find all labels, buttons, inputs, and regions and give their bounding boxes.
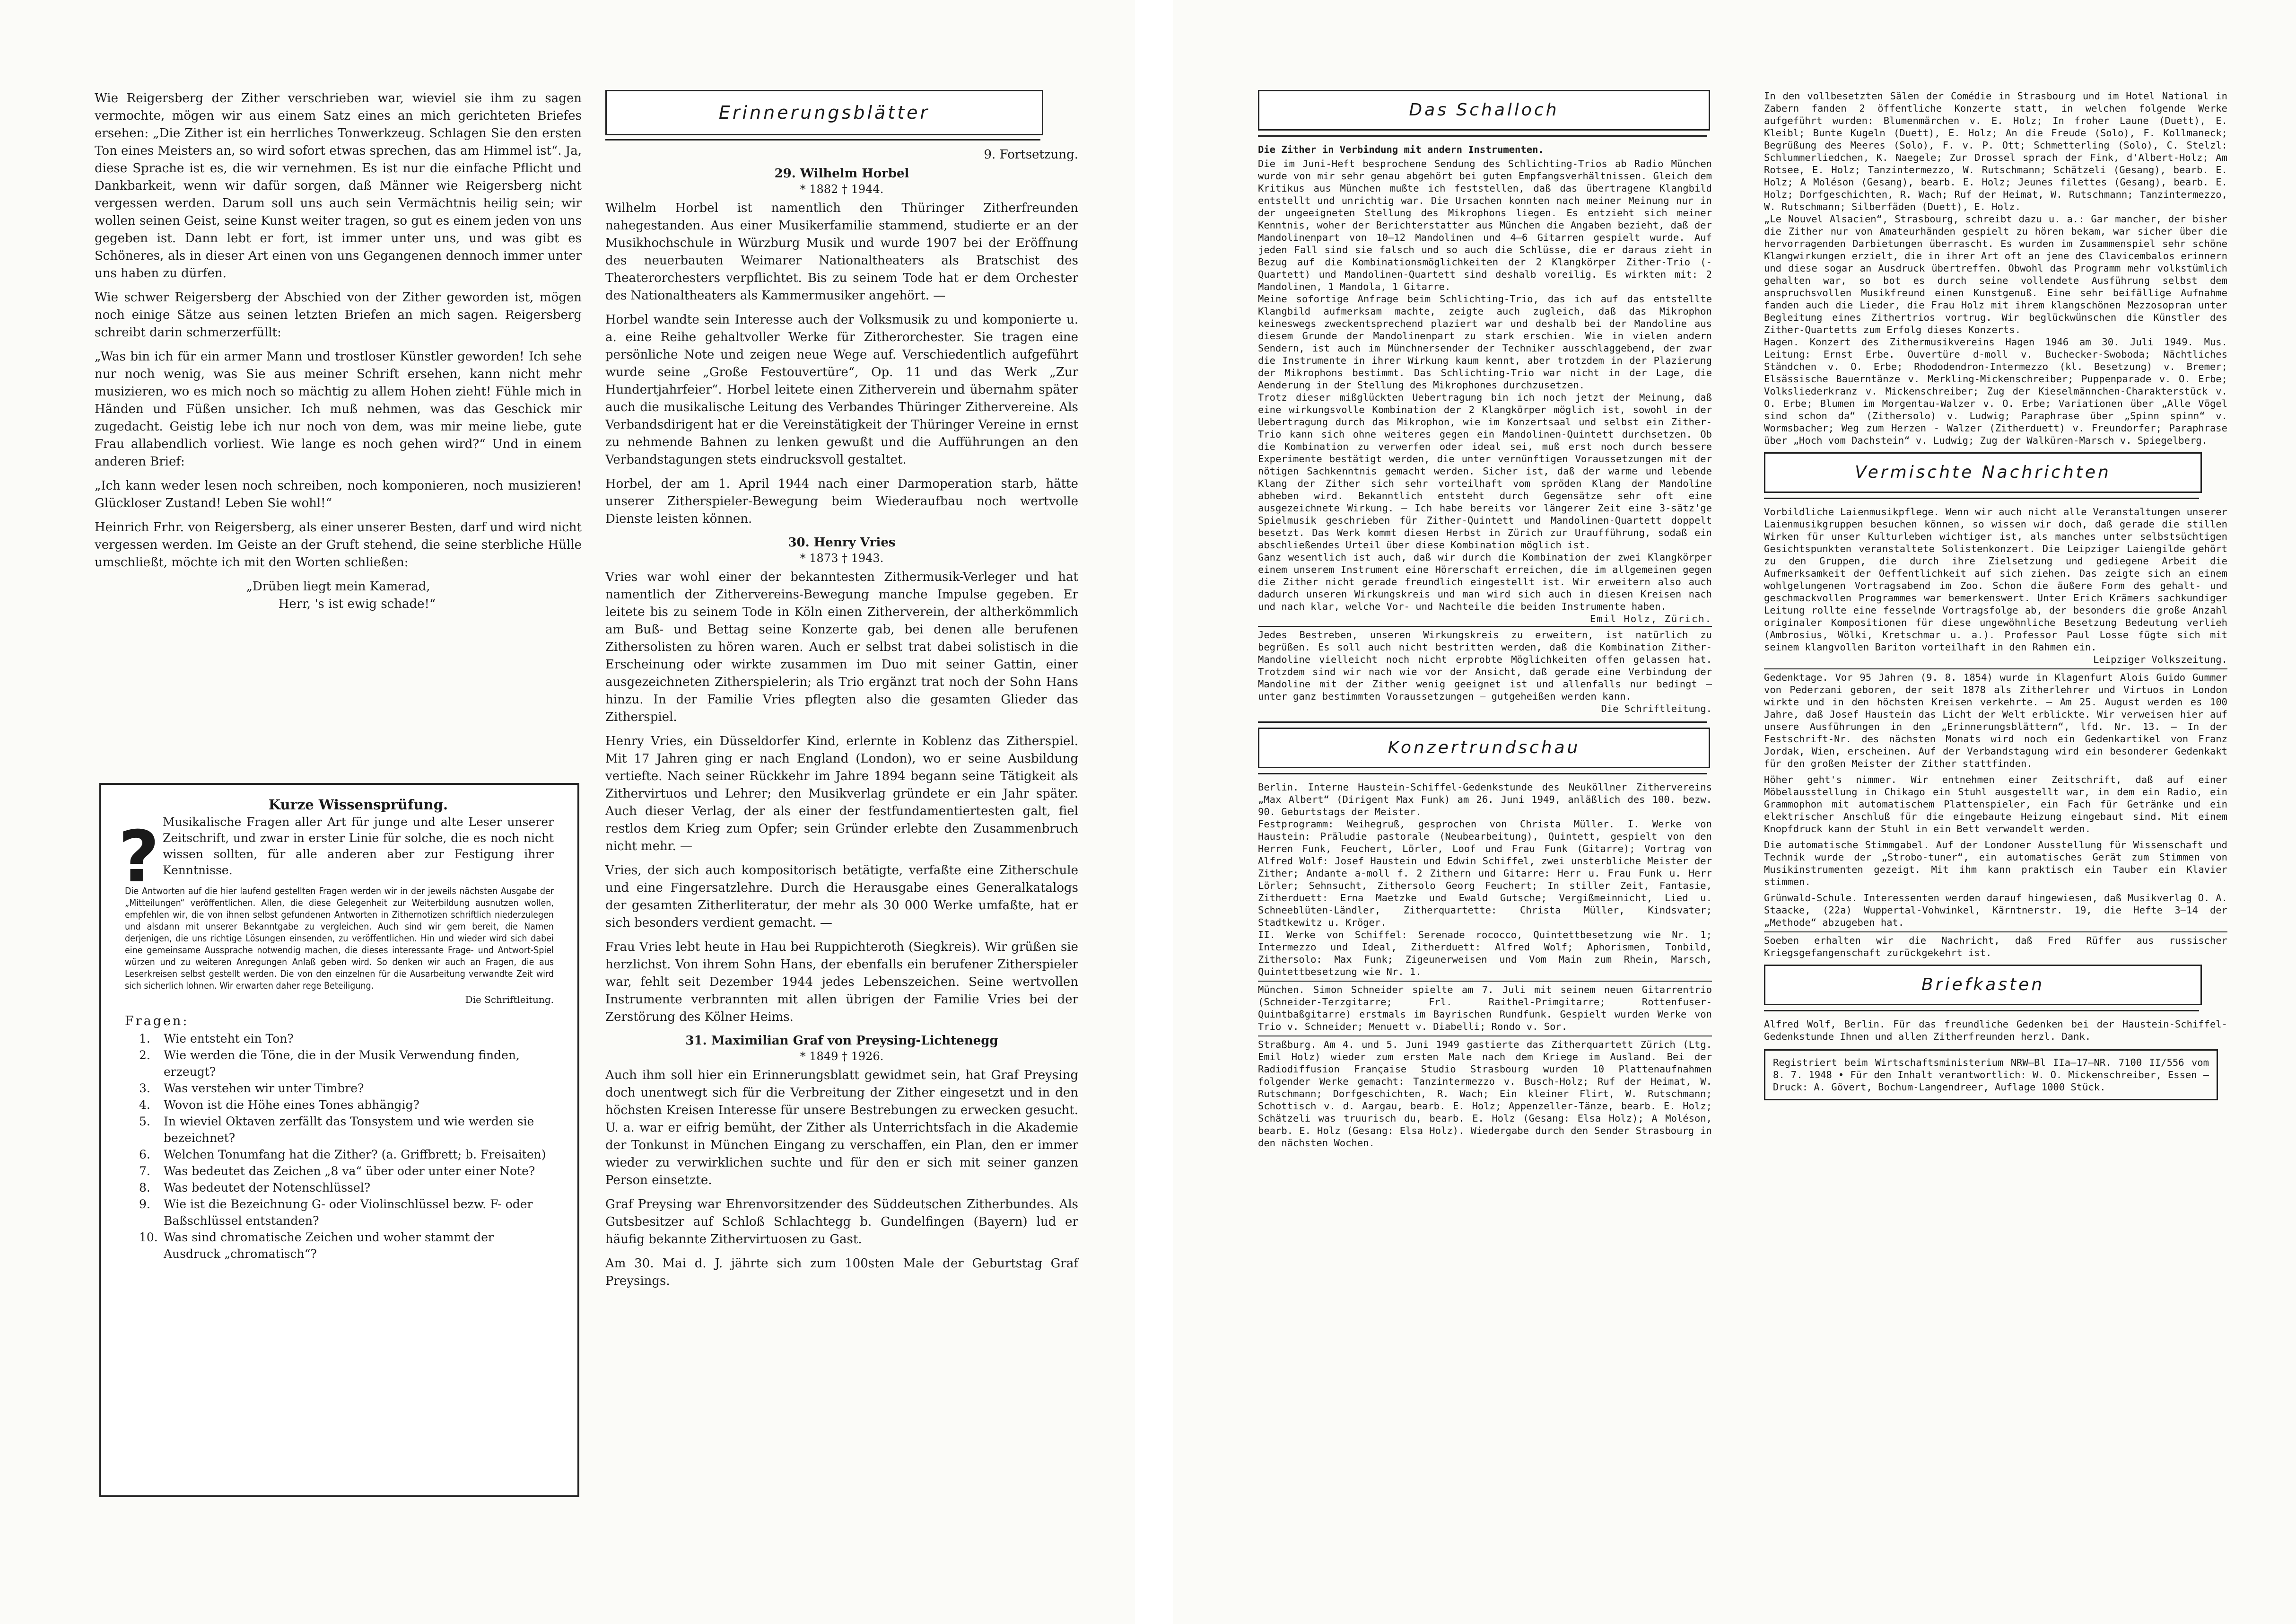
question-list: [125, 1030, 554, 1262]
divider: [1764, 931, 2227, 932]
paragraph: Höher geht's nimmer. Wir entnehmen einer Zeitschrift, daß auf einer Möbelausstellung in Chikago ein Stuhl ausgestellt war, in dem ein Radio, ein Grammophon mit automatischem Plattenspieler, ein Fach für Getränke und ein elektrischer Anschluß für die eingebaute Heizung eingebaut sind. Mit einem Knopfdruck kann der Stuhl in ein Bett verwandelt werden.: [1764, 774, 2227, 834]
paragraph: Hagen. Konzert des Zithermusikvereins Hagen 1946 am 30. Juli 1949. Mus. Leitung: Ernst Erbe. Ouvertüre d-moll v. Buchecker-Swoboda; Nächtliches Ständchen v. O. Erbe; Rhododendron-Intermezzo (kl. Besetzung) v. Bremer; Elsässische Bauerntänze v. Merkling-Mickenschreiber; Puppenparade v. O. Erbe; Volksliederkranz v. Mickenschreiber; Zug der Kieselmännchen-Charakterstück v. O. Erbe; Blumen im Morgentau-Walzer v. O. Erbe; Variationen über „Alle Vögel sind schon da“ (Zithersolo) v. Ludwig; Paraphrase über „Spinn spinn“ v. Wormsbacher; Weg zum Herzen - Walzer (Zitherduett) v. Freundorfer; Paraphrase über „Hoch vom Dachstein“ v. Ludwig; Zug der Walküren-Marsch v. Spiegelberg.: [1764, 336, 2227, 446]
page-gutter: [1135, 0, 1173, 1624]
imprint-text: Registriert beim Wirtschaftsministerium NRW—Bl IIa—17—NR. 7100 II/556 vom 8. 7. 1948 • Für den Inhalt verantwortlich: W. O. Mickenschreiber, Essen — Druck: A. Gövert, Bochum-Langendreer, Auflage 1000 Stück.: [1773, 1057, 2209, 1093]
entry-dates: * 1882 † 1944.: [800, 183, 884, 196]
paragraph: Am 30. Mai d. J. jährte sich zum 100sten Male der Geburtstag Graf Preysings.: [605, 1256, 1078, 1288]
right-page: [1173, 0, 2296, 1624]
paragraph: Festprogramm: Weihegruß, gesprochen von Christa Müller. I. Werke von Haustein: Präludie pastorale (Neubearbeitung), Quintett, gespielt von den Herren Funk, Feuchert, Lörler, Loof und Frau Funk (Gitarre); Vortrag von Alfred Wolf: Josef Haustein und Edwin Schiffel, zwei unsterbliche Meister der Zither; Andante a-moll f. 2 Zithern und Gitarre: Herr u. Frau Funk u. Herr Lörler; Sehnsucht, Zithersolo Georg Feuchert; In stiller Zeit, Fantasie, Zitherduett: Erna Maetzke und Ewald Gutsche; Vergißmeinnicht, Lied u. Schneeblüten-Ländler, Zitherquartette: Christa Müller, Kindsvater; Stadtkewitz u. Kröger.: [1258, 818, 1712, 928]
list-item: 9. Wie ist die Bezeichnung G- oder Violinschlüssel bezw. F- oder Baßschlüssel entstanden?: [139, 1197, 533, 1228]
paragraph: Gedenktage. Vor 95 Jahren (9. 8. 1854) wurde in Klagenfurt Alois Guido Gummer von Pederzani geboren, der seit 1878 als Zitherlehrer und Virtuos in London wirkte und in den höchsten Kreisen verkehrte. — Am 25. August werden es 100 Jahre, daß Josef Haustein das Licht der Welt erblickte. Wir verweisen hier auf unsere Ausführungen in den „Erinnerungsblättern“, lfd. Nr. 13. — In der Festschrift-Nr. des nächsten Monats wird noch ein Gedenkartikel von Franz Jordak, Wien, erscheinen. Auf der Verbandstagung wird ein besonderer Gedenkakt für den großen Meister der Zither stattfinden.: [1764, 672, 2227, 769]
list-item: 6. Welchen Tonumfang hat die Zither? (a. Griffbrett; b. Freisaiten): [139, 1148, 546, 1161]
section-heading: Konzertrundschau: [1258, 728, 1710, 768]
paragraph: Horbel, der am 1. April 1944 nach einer Darmoperation starb, hätte unserer Zitherspieler-Bewegung beim Wiederaufbau noch wertvolle Dienste leisten können.: [605, 477, 1078, 526]
list-item: 1. Wie entsteht ein Ton?: [139, 1032, 294, 1045]
subheading: Die Zither in Verbindung mit andern Instrumenten.: [1258, 144, 1544, 155]
column-reigersberg: [95, 90, 582, 620]
questions-label: Fragen:: [125, 1014, 189, 1028]
list-item: 8. Was bedeutet der Notenschlüssel?: [139, 1181, 371, 1194]
paragraph: In den vollbesetzten Sälen der Comédie in Strasbourg und im Hotel National in Zabern fanden 2 öffentliche Konzerte statt, in welchen folgende Werke aufgeführt wurden: Blumenmärchen v. E. Holz; In froher Laune (Duett), E. Kleibl; Bunte Kugeln (Duett), E. Holz; An die Freude (Solo), F. Kollmaneck; Begrüßung des Meeres (Solo), F. v. P. Ott; Schmetterling (Solo), C. Stelzl: Schlummerliedchen, K. Naegele; Zur Drossel sprach der Fink, d'Albert-Holz; Am Rotsee, E. Holz; Tanzintermezzo, W. Rutschmann; Schätzeli (Gesang), bearb. E. Holz; A Moléson (Gesang), bearb. E. Holz; Jeunes filettes (Gesang), bearb. E. Holz; Dorfgeschichten, R. Wach; Ruf der Heimat, W. Rutschmann; Tanzintermezzo, W. Rutschmann; Silberfäden (Duett), E. Holz.: [1764, 90, 2227, 212]
list-item: 3. Was verstehen wir unter Timbre?: [139, 1081, 364, 1095]
list-item: 4. Wovon ist die Höhe eines Tones abhängig?: [139, 1098, 419, 1112]
sequel-note: 9. Fortsetzung.: [984, 148, 1078, 162]
divider: [605, 139, 1040, 140]
divider: [1258, 721, 1707, 723]
paragraph: Graf Preysing war Ehrenvorsitzender des Süddeutschen Zitherbundes. Als Gutsbesitzer auf Schloß Schlachtegg b. Gundelfingen (Bayern) lud er häufig bekannte Zithervirtuosen zu Gast.: [605, 1197, 1078, 1247]
paragraph: Trotz dieser mißglückten Uebertragung bin ich noch jetzt der Meinung, daß eine wirkungsvolle Kombination der 2 Klangkörper möglich ist, sowohl in der Uebertragung durch das Mikrophon, wie im Konzertsaal und selbst ein Zither-Trio kann sich ohne weiteres gegen ein Mandolinen-Quintett durchsetzen. Ob die Kombination zu verwerfen oder ideal sei, muß erst noch durch bessere Experimente bestätigt werden, die unter vernünftigen Voraussetzungen mit der nötigen Sachkenntnis gemacht werden. Sicher ist, daß der warme und lebende Klang der Zither sich sehr vorteilhaft vom spröden Klang der Mandoline abheben wird. Bekanntlich entsteht durch Gegensätze sehr oft eine ausgezeichnete Wirkung. — Ich habe bereits vor längerer Zeit eine 3-sätz'ge Spielmusik geschrieben für Zither-Quintett und Mandolinen-Quartett doppelt besetzt. Das Werk kommt diesen Herbst in Zürich zur Uraufführung, sodaß ein abschließendes Urteil über diese Kombination möglich ist.: [1258, 392, 1712, 551]
paragraph: Auch ihm soll hier ein Erinnerungsblatt gewidmet sein, hat Graf Preysing doch unentwegt sich für die Verbreitung der Zither eingesetzt und in den höchsten Kreisen Interesse für unsere Bestrebungen zu erwecken gesucht. U. a. war er eifrig bemüht, der Zither als Unterrichtsfach in die Akademie der Tonkunst in München Eingang zu verschaffen, ein Plan, den er immer wieder zu verwirklichen suchte und für den er sich mit seiner ganzen Person einsetzte.: [605, 1068, 1078, 1187]
paragraph: Grünwald-Schule. Interessenten werden darauf hingewiesen, daß Musikverlag O. A. Staacke, (22a) Wuppertal-Vohwinkel, Kärntnerstr. 19, die Hefte 3—14 der „Methode“ abzugeben hat.: [1764, 892, 2227, 928]
paragraph: Ganz wesentlich ist auch, daß wir durch die Kombination der zwei Klangkörper einem unserem Instrument eine Hörerschaft erreichen, die im allgemeinen gegen die Zither nicht gerade freundlich eingestellt ist. Wir erweitern also auch dadurch unseren Wirkungskreis und man wird sich auch in diesen Kreisen nach und nach klar, welche Vor- und Nachteile die beiden Instrumente haben.: [1258, 552, 1712, 612]
left-page: [0, 0, 1135, 1624]
list-item: 7. Was bedeutet das Zeichen „8 va“ über oder unter einer Note?: [139, 1164, 535, 1178]
section-heading: Briefkasten: [1764, 965, 2202, 1005]
list-item: 5. In wieviel Oktaven zerfällt das Tonsystem und wie werden sie bezeichnet?: [139, 1115, 534, 1145]
column-nachrichten: [1764, 90, 2227, 1100]
quiz-box: [99, 783, 579, 1497]
paragraph: „Le Nouvel Alsacien“, Strasbourg, schreibt dazu u. a.: Gar mancher, der bisher die Zither nur von Amateurhänden gespielt zu hören bekam, war sicher über die hervorragenden Darbietungen überrascht. Es wurden im Zusammenspiel sehr schöne Klangwirkungen erzielt, die in ihrer Art oft an jene des Clavicembalos erinnern und diese sogar an Ausdruck übertreffen. Obwohl das Programm mehr volkstümlich gehalten war, so bot es durch seine vollendete Ausführung selbst dem anspruchsvollen Musikfreund einen Kunstgenuß. Eine sehr beifällige Aufnahme fanden auch die Lieder, die Frau Holz mit ihrem klangschönen Mezzosopran unter Begleitung eines Zithertrios vortrug. Wir beglückwünschen die Künstler des Zither-Quartetts zum Erfolg dieses Konzerts.: [1764, 213, 2227, 335]
paragraph: Vries, der sich auch kompositorisch betätigte, verfaßte eine Zitherschule und eine Fingersatzlehre. Durch die Herausgabe eines Generalkatalogs der gesamten Zitherliteratur, der mehr als 30 000 Werke umfaßte, hat er sich besonders verdient gemacht. —: [605, 863, 1078, 930]
list-item: 2. Wie werden die Töne, die in der Musik Verwendung finden, erzeugt?: [139, 1048, 520, 1079]
entry-dates: * 1849 † 1926.: [800, 1050, 884, 1063]
column-schalloch: [1258, 90, 1712, 1149]
paragraph: Heinrich Frhr. von Reigersberg, als einer unserer Besten, darf und wird nicht vergessen werden. Im Geiste an der Gruft stehend, die seine sterbliche Hülle umschließt, möchte ich mit den Worten schließen:: [95, 520, 582, 570]
entry-heading: 29. Wilhelm Horbel: [774, 167, 909, 181]
paragraph: II. Werke von Schiffel: Serenade rococco, Quintettbesetzung wie Nr. 1; Intermezzo und Ideal, Zitherduett: Alfred Wolf; Aphorismen, Tonbild, Zithersolo: Max Funk; Zigeunerweisen und Vom Main zum Rhein, Marsch, Quintettbesetzung wie Nr. 1.: [1258, 929, 1712, 977]
paragraph: Die im Juni-Heft besprochene Sendung des Schlichting-Trios ab Radio München wurde von mir sehr genau abgehört bei guten Empfangsverhältnissen. Gleich dem Kritikus aus München mußte ich feststellen, daß das übertragene Klangbild entstellt und unrichtig war. Die Ursachen konnten nach meiner Meinung nur in der ungeeigneten Stellung des Mikrophons liegen. Es entzieht sich meiner Kenntnis, woher der Berichterstatter aus München die Angaben bezieht, daß der Mandolinenpart von 10—12 Mandolinen und 4—6 Gitarren gespielt wurde. Auf jeden Fall sind sie falsch und so auch die Schlüsse, die er daraus zieht in Bezug auf die Kombinationsmöglichkeiten der 2 Klangkörper Zither-Trio (-Quartett) und Mandolinen-Quartett sind deshalb voreilig. Es wirkten mit: 2 Mandolinen, 1 Mandola, 1 Gitarre.: [1258, 158, 1712, 292]
imprint-box: [1764, 1049, 2218, 1100]
entry-dates: * 1873 † 1943.: [800, 552, 884, 565]
paragraph: „Ich kann weder lesen noch schreiben, noch komponieren, noch musizieren! Glückloser Zustand! Leben Sie wohl!“: [95, 479, 582, 510]
section-heading: Erinnerungsblätter: [605, 90, 1043, 135]
paragraph: „Was bin ich für ein armer Mann und trostloser Künstler geworden! Ich sehe nur noch wenig, was Sie aus meiner Schrift ersehen, kann nicht mehr musizieren, wo es mich noch so mächtig zu allem Hohen zieht! Fühle mich in Händen und Füßen unsicher. Ich muß nehmen, was das Geschick mir zugedacht. Geistig lebe ich nur noch von dem, was mir meine liebe, gute Frau allabendlich vorliest. Wie lange es noch gehen wird?“ Und in einem anderen Brief:: [95, 350, 582, 469]
signature: Emil Holz, Zürich.: [1589, 613, 1712, 624]
paragraph: Frau Vries lebt heute in Hau bei Ruppichteroth (Siegkreis). Wir grüßen sie herzlichst. Von ihrem Sohn Hans, der ebenfalls ein berufener Zitherspieler war, fehlt seit Dezember 1944 jedes Lebenszeichen. Seine wertvollen Instrumente verbrannten mit allen übrigen der Familie Vries bei der Zerstörung des Kölner Heims.: [605, 940, 1078, 1024]
quiz-signature: Die Schriftleitung.: [465, 994, 554, 1005]
paragraph: Wilhelm Horbel ist namentlich den Thüringer Zitherfreunden nahegestanden. Aus einer Musikerfamilie stammend, studierte er an der Musikhochschule in Würzburg Musik und wurde 1907 bei der Eröffnung des neuerbauten Weimarer Nationaltheaters als Bratschist des Theaterorchesters verpflichtet. Bis zu seinem Tode hat er dem Orchester des Nationaltheaters als Kammermusiker angehört. —: [605, 201, 1078, 303]
paragraph: Jedes Bestreben, unseren Wirkungskreis zu erweitern, ist natürlich zu begrüßen. Es soll auch nicht bestritten werden, daß die Kombination Zither-Mandoline vielleicht noch nicht erprobte Möglichkeiten offen gelassen hat. Trotzdem sind wir nach wie vor der Ansicht, daß gerade eine Verbindung der Mandoline mit der Zither wenig geeignet ist und allenfalls nur bedingt — unter ganz bestimmten Voraussetzungen — gutgeheißen werden kann.: [1258, 629, 1712, 702]
entry-heading: 30. Henry Vries: [788, 535, 896, 550]
divider: [1764, 498, 2199, 499]
entry-heading: 31. Maximilian Graf von Preysing-Lichtenegg: [685, 1034, 998, 1048]
quiz-note: Die Antworten auf die hier laufend gestellten Fragen werden wir in der jeweils nächsten Ausgabe der „Mitteilungen“ veröffentlichen. Allen, die diese Gelegenheit zur Weiterbildung ausnutzen wollen, empfehlen wir, die von ihnen selbst gefundenen Antworten in Zithernotizen schriftlich niederzulegen und alsdann mit unserer Bekanntgabe zu vergleichen. Auch sind wir gern bereit, die Namen derjenigen, die uns richtige Lösungen einsenden, zu veröffentlichen. Hin und wieder wird sich dabei eine gemeinsame Aussprache notwendig machen, die dieses interessante Frage- und Antwort-Spiel würzen und zu weiteren Anregungen Anlaß geben wird. So denken wir auch an Fragen, die aus Leserkreisen selbst gestellt werden. Die von den einzelnen für die Ausarbeitung verwandte Zeit wird sich sicherlich lohnen. Wir erwarten daher rege Beteiligung.: [125, 886, 554, 991]
verse-line: „Drüben liegt mein Kamerad,: [246, 579, 430, 594]
paragraph: Wie Reigersberg der Zither verschrieben war, wieviel sie ihm zu sagen vermochte, mögen wir aus einem Satz eines an mich gerichteten Briefes ersehen: „Die Zither ist ein herrliches Tonwerkzeug. Schlagen Sie den ersten Ton eines Meisters an, so wird sofort etwas sprechen, das am Himmel ist“. Ja, diese Sprache ist es, die wir vernehmen. Es ist nur die einfache Pflicht und Dankbarkeit, wenn wir dafür sorgen, daß Männer wie Reigersberg nicht vergessen werden. Darum soll uns auch sein Vermächtnis heilig sein; wir wollen seinen Geist, seine Kunst weiter tragen, so gut es einem jeden von uns gegeben ist. Dann lebt er fort, ist immer unter uns, und was gibt es Schöneres, als in dieser Art einen von uns Gegangenen dennoch immer unter uns haben zu dürfen.: [95, 91, 582, 281]
paragraph: Wie schwer Reigersberg der Abschied von der Zither geworden ist, mögen noch einige Sätze aus seinen letzten Briefen an mich sagen. Reigersberg schreibt darin schmerzerfüllt:: [95, 290, 582, 340]
paragraph: Die automatische Stimmgabel. Auf der Londoner Ausstellung für Wissenschaft und Technik wurde der „Strobo-tuner“, ein automatisches Gerät zum Stimmen von Musikinstrumenten gezeigt. Mit ihm kann praktisch ein Tauber ein Klavier stimmen.: [1764, 839, 2227, 887]
divider: [1258, 135, 1707, 137]
quiz-title: Kurze Wissensprüfung.: [268, 797, 448, 813]
paragraph: München. Simon Schneider spielte am 7. Juli mit seinem neuen Gitarrentrio (Schneider-Terzgitarre; Frl. Raithel-Primgitarre; Rottenfuser-Quintbaßgitarre) erstmals im Bayrischen Rundfunk. Gespielt wurden Werke von Trio v. Schneider; Menuett v. Diabelli; Rondo v. Sor.: [1258, 984, 1712, 1032]
section-heading: Das Schalloch: [1258, 90, 1710, 131]
column-erinnerungsblaetter: [605, 90, 1078, 1297]
question-mark-icon: ?: [118, 816, 160, 898]
paragraph: Vries war wohl einer der bekanntesten Zithermusik-Verleger und hat namentlich der Zithervereins-Bewegung manche Impulse gegeben. Er leitete bis zu seinem Tode in Köln einen Zitherverein, der altherkömmlich am Buß- und Bettag seine Konzerte gab, bei denen alle berufenen Zithersolisten zu hören waren. Auch er selbst trat dabei solistisch in die Erscheinung oder wirkte zusammen im Duo mit seiner Gattin, einer ausgezeichneten Zitherspielerin; als Trio ergänzt trat noch der Sohn Hans hinzu. In der Familie Vries pflegten also die gesamten Glieder das Zitherspiel.: [605, 570, 1078, 724]
divider: [1258, 981, 1712, 982]
divider: [1764, 1010, 2199, 1011]
divider: [1258, 773, 1707, 774]
list-item: 10. Was sind chromatische Zeichen und woher stammt der Ausdruck „chromatisch“?: [139, 1230, 494, 1261]
paragraph: Berlin. Interne Haustein-Schiffel-Gedenkstunde des Neuköllner Zithervereins „Max Albert“ (Dirigent Max Funk) am 26. Juni 1949, anläßlich des 100. bezw. 90. Geburtstags der Meister.: [1258, 781, 1712, 817]
signature: Die Schriftleitung.: [1601, 703, 1712, 714]
divider: [1764, 668, 2227, 669]
quiz-intro: Musikalische Fragen aller Art für junge und alte Leser unserer Zeitschrift, und zwar in erster Linie für solche, die es noch nicht wissen sollten, für alle anderen aber zur Festigung ihrer Kenntnisse.: [163, 815, 554, 877]
paragraph: Alfred Wolf, Berlin. Für das freundliche Gedenken bei der Haustein-Schiffel-Gedenkstunde Ihnen und allen Zitherfreunden herzl. Dank.: [1764, 1018, 2227, 1042]
source-credit: Leipziger Volkszeitung.: [2093, 654, 2227, 665]
verse-line: Herr, 's ist ewig schade!“: [278, 597, 436, 611]
paragraph: Straßburg. Am 4. und 5. Juni 1949 gastierte das Zitherquartett Zürich (Ltg. Emil Holz) wieder zum ersten Male nach dem Kriege im Ausland. Bei der Radiodiffusion Française Studio Strasbourg wurden 10 Plattenaufnahmen folgender Werke gemacht: Tanzintermezzo v. Busch-Holz; Ruf der Heimat, W. Rutschmann; Dorfgeschichten, R. Wach; Ein kleiner Flirt, W. Rutschmann; Schottisch v. d. Aargau, bearb. E. Holz; Appenzeller-Tänze, bearb. E. Holz; Schätzeli was truurisch du, bearb. E. Holz (Gesang: Elsa Holz); A Moléson, bearb. E. Holz (Gesang: Elsa Holz). Wiedergabe durch den Sender Strasbourg in den nächsten Wochen.: [1258, 1039, 1712, 1149]
paragraph: Henry Vries, ein Düsseldorfer Kind, erlernte in Koblenz das Zitherspiel. Mit 17 Jahren ging er nach England (London), wo er seine Ausbildung vertiefte. Nach seiner Rückkehr im Jahre 1894 begann seine Tätigkeit als Zithervirtuos und Lehrer; den Musikverlag gründete er ein Jahr später. Auch dieser Verlag, der als einer der festfundamentiertesten galt, fiel restlos dem Krieg zum Opfer; sein Gründer erlebte den Zusammenbruch nicht mehr. —: [605, 734, 1078, 853]
paragraph: Vorbildliche Laienmusikpflege. Wenn wir auch nicht alle Veranstaltungen unserer Laienmusikgruppen besuchen können, so wissen wir doch, daß gerade die stillen Wirken für unser Kulturleben wichtiger ist, als manches unter selbstsüchtigen Gesichtspunkten veranstaltete Solistenkonzert. Die Leipziger Laiengilde gehört zu den Gruppen, die durch ihre Zielsetzung und gediegene Arbeit die Aufmerksamkeit der Oeffentlichkeit auf sich ziehen. Das zeigte sich an einem wohlgelungenen Vortragsabend im Zoo. Schon die äußere Form des gehalt- und geschmackvollen Programmes war bemerkenswert. Unter Erich Krämers sachkundiger Leitung rollte eine fesselnde Vortragsfolge ab, der besonders die große Anzahl originaler Kompositionen für diese ungewöhnliche Besetzung Bedeutung verlieh (Ambrosius, Wölki, Kretschmar u. a.). Professor Paul Losse fügte sich mit seinem klangvollen Bariton vorteilhaft in den Rahmen ein.: [1764, 506, 2227, 653]
paragraph: Soeben erhalten wir die Nachricht, daß Fred Rüffer aus russischer Kriegsgefangenschaft zurückgekehrt ist.: [1764, 935, 2227, 958]
section-heading: Vermischte Nachrichten: [1764, 452, 2202, 493]
paragraph: Meine sofortige Anfrage beim Schlichting-Trio, das ich auf das entstellte Klangbild aufmerksam machte, zeigte auch zugleich, daß das Mikrophon keineswegs zweckentsprechend plaziert war und deshalb bei der Mandoline aus diesem Grunde der Mandolinenpart zu stark erschien. Wie in vielen andern Sendern, ist auch im Münchnersender der Techniker ausschlaggebend, der zwar die Instrumente in ihrer Wirkung kaum kennt, aber trotzdem in der Plazierung der Mikrophons bestimmt. Das Schlichting-Trio war nicht in der Lage, die Aenderung in der Stellung des Mikrophones durchzusetzen.: [1258, 293, 1712, 391]
paragraph: Horbel wandte sein Interesse auch der Volksmusik zu und komponierte u. a. eine Reihe gehaltvoller Werke für Zitherorchester. Sie tragen eine persönliche Note und zeigen neue Wege auf. Verschiedentlich aufgeführt wurde seine „Große Festouvertüre“, Op. 11 und das Werk „Zur Hundertjahrfeier“. Horbel leitete einen Zitherverein und übernahm später auch die musikalische Leitung des Verbandes Thüringer Zithervereine. Als Verbandsdirigent hat er die Vereinstätigkeit der Thüringer Vereine in ernst zu nehmende Bahnen zu lenken gewußt und die Aufführungen an den Verbandstagungen stets eindrucksvoll gestaltet.: [605, 313, 1078, 467]
divider: [1258, 626, 1712, 627]
